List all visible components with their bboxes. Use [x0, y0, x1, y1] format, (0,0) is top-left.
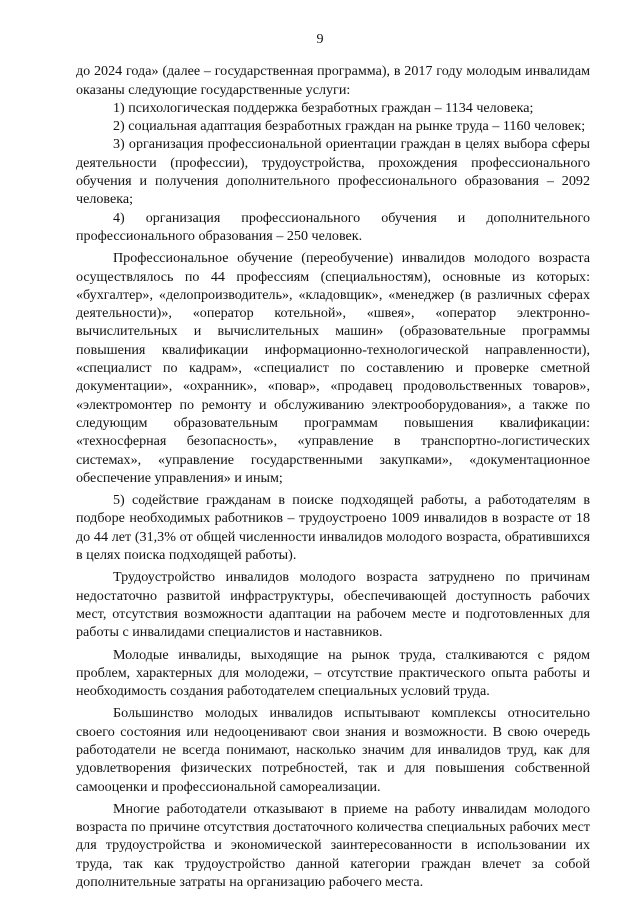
list-item-4: 4) организация профессионального обучения и дополнительного профессионального образования – 250 человек.: [76, 209, 590, 244]
paragraph-professions: Профессиональное обучение (переобучение) инвалидов молодого возраста осуществлялось по 44 профессиям (специальностям), основные из которых: «бухгалтер», «делопроизводитель», «кладовщик», «менеджер (в различных сферах деятельности)», «оператор котельной», «швея», «оператор электронно-вычислительных и вычислительных машин» (образовательные программы повышения квалификации информационно-технологической направленности), «специалист по кадрам», «специалист по составлению и проверке сметной документации», «охранник», «повар», «продавец продовольственных товаров», «электромонтер по ремонту и обслуживанию электрооборудования», а также по следующим образовательным программам повышения квалификации: «техносферная безопасность», «управление в транспортно-логистических системах», «управление государственными закупками», «документационное обеспечение управления» и иным;: [76, 250, 590, 486]
list-item-3: 3) организация профессиональной ориентации граждан в целях выбора сферы деятельности (профессии), трудоустройства, прохождения профессионального обучения и получения дополнительного профессионального образования – 2092 человека;: [76, 136, 590, 208]
list-item-1: 1) психологическая поддержка безработных граждан – 1134 человека;: [113, 99, 534, 116]
paragraph-young-disabled-problems: Молодые инвалиды, выходящие на рынок труда, сталкиваются с рядом проблем, характерных для молодежи, – отсутствие практического опыта работы и необходимость создания работодателем специальных условий труда.: [76, 646, 590, 700]
paragraph-employment-difficulties: Трудоустройство инвалидов молодого возраста затруднено по причинам недостаточно развитой инфраструктуры, обеспечивающей доступность рабочих мест, отсутствия возможности адаптации на рабочем месте и подготовленных для работы с инвалидами специалистов и наставников.: [76, 569, 590, 641]
list-item-2: 2) социальная адаптация безработных граждан на рынке труда – 1160 человек;: [113, 118, 586, 135]
paragraph-complexes: Большинство молодых инвалидов испытывают комплексы относительно своего состояния или недооценивают свои знания и возможности. В свою очередь работодатели не всегда понимают, насколько значим для инвалидов труд, как для удовлетворения физических потребностей, так и для повышения собственной самооценки и профессиональной самореализации.: [76, 705, 590, 795]
page-number: 9: [316, 31, 324, 47]
list-item-5: 5) содействие гражданам в поиске подходящей работы, а работодателям в подборе необходимых работников – трудоустроено 1009 инвалидов в возрасте от 18 до 44 лет (31,3% от общей численности инвалидов молодого возраста, обратившихся в целях поиска подходящей работы).: [76, 492, 590, 564]
paragraph-employer-refusal: Многие работодатели отказывают в приеме на работу инвалидам молодого возраста по причине отсутствия достаточного количества специальных рабочих мест для трудоустройства и экономической заинтересованности в использовании их труда, так как трудоустройство данной категории граждан влечет за собой дополнительные затраты на организацию рабочего места.: [76, 800, 590, 891]
paragraph-intro: до 2024 года» (далее – государственная программа), в 2017 году молодым инвалидам оказаны следующие государственные услуги:: [76, 63, 590, 98]
